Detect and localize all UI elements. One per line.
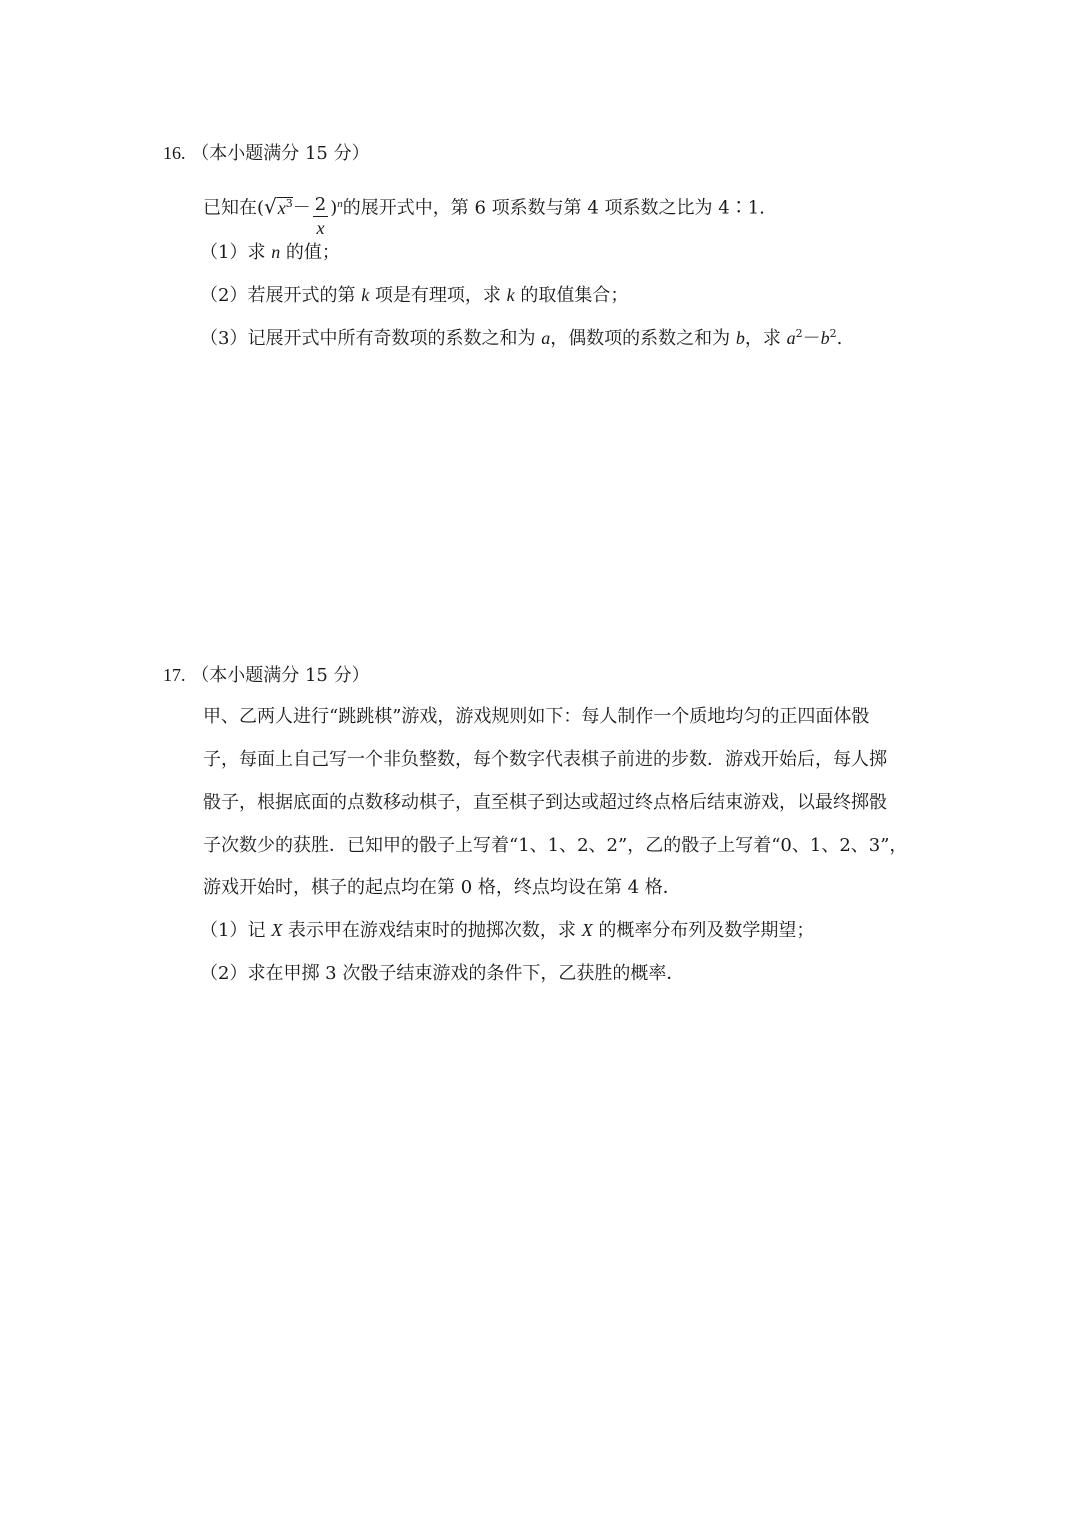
q17-stem-line-1: 甲、乙两人进行“跳跳棋”游戏，游戏规则如下：每人制作一个质地均匀的正四面体骰 xyxy=(203,706,870,727)
q16-header xyxy=(163,141,370,166)
q16-part-3: （3）记展开式中所有奇数项的系数之和为 a，偶数项的系数之和为 b，求 $a^2-b^2$. xyxy=(200,327,843,349)
q16-stem: 已知在($√x^3-$ $\frac{2}{x}$ )$^n$的展开式中，第 6 项系数与第 4 项系数之比为 4∶1. xyxy=(203,194,765,238)
q17-stem-line-2: 子，每面上自己写一个非负整数，每个数字代表棋子前进的步数．游戏开始后，每人掷 xyxy=(203,749,887,770)
sqrt-radicand: $x^3$ xyxy=(277,196,293,218)
fraction: $\frac{2}{x}$ xyxy=(314,194,327,238)
q17-stem-line-4: 子次数少的获胜．已知甲的骰子上写着“1、1、2、2”，乙的骰子上写着“0、1、2、3”， xyxy=(203,835,908,856)
q17-part-1: （1）记 X 表示甲在游戏结束时的抛掷次数，求 X 的概率分布列及数学期望； xyxy=(200,920,815,941)
radical-sign: √ xyxy=(264,194,277,219)
q16-part-2: （2）若展开式的第 k 项是有理项，求 k 的取值集合； xyxy=(200,285,629,306)
q17-score: （本小题满分 15 分） xyxy=(191,665,370,686)
q17-stem-line-5: 游戏开始时，棋子的起点均在第 0 格，终点均设在第 4 格． xyxy=(203,877,681,898)
q17-part-2: （2）求在甲掷 3 次骰子结束游戏的条件下，乙获胜的概率． xyxy=(200,963,685,984)
q16-score: （本小题满分 15 分） xyxy=(191,143,370,164)
q16-number: 16. xyxy=(163,143,186,163)
q16-part-1: （1）求 n 的值； xyxy=(200,242,340,263)
q17-stem-line-3: 骰子，根据底面的点数移动棋子，直至棋子到达或超过终点格后结束游戏，以最终掷骰 xyxy=(203,792,887,813)
q17-header xyxy=(163,663,370,688)
q17-number: 17. xyxy=(163,665,186,685)
